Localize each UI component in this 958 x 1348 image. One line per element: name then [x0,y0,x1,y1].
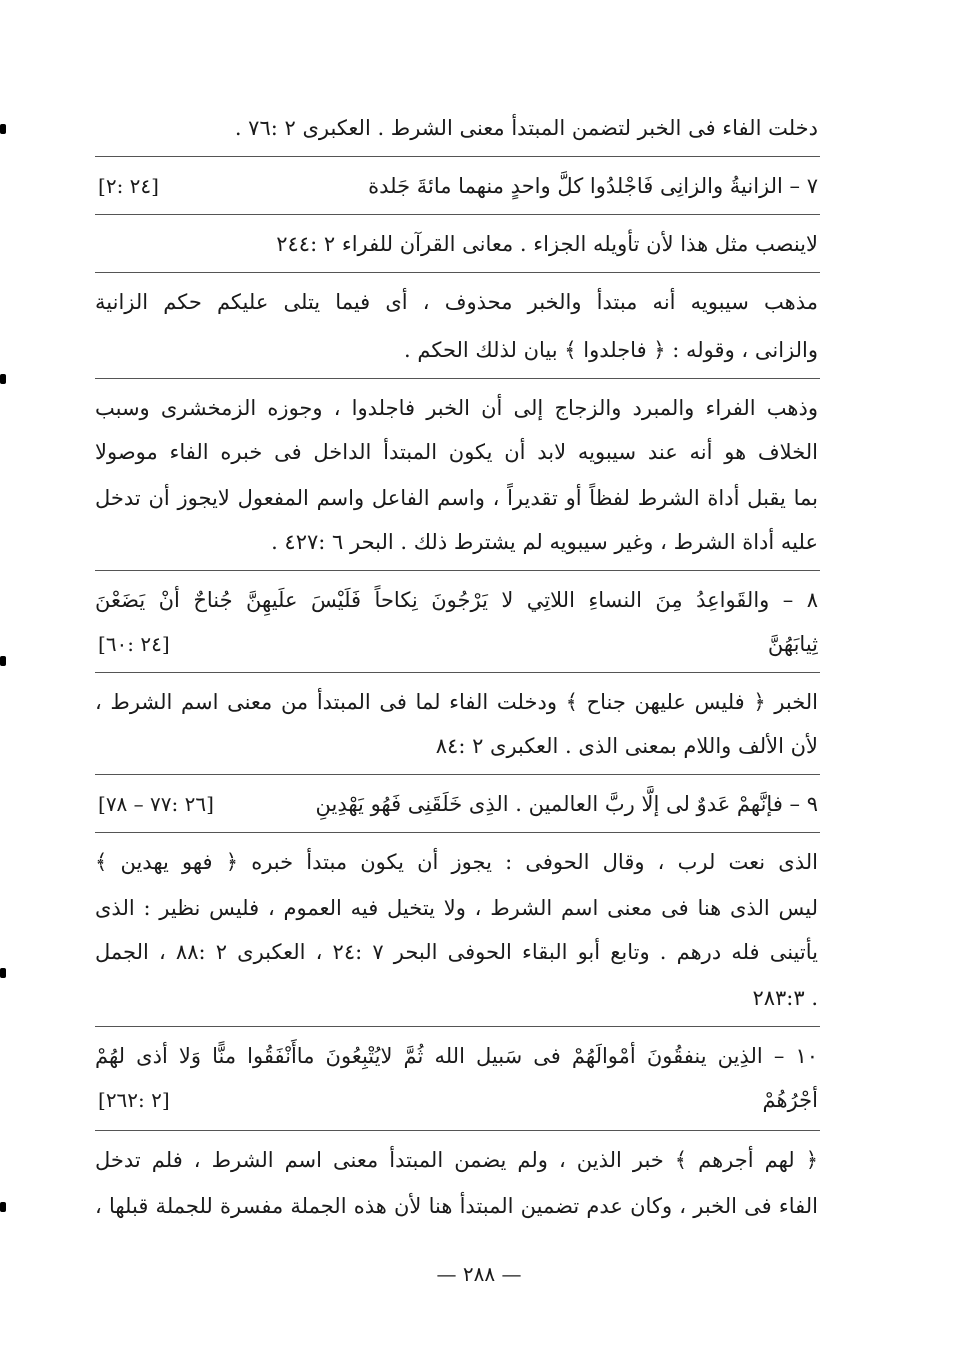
text-line: مذهب سيبويه أنه مبتدأ والخبر محذوف ، أى فيما يتلى عليكم حكم الزانية [95,290,818,314]
verse-line: أجْرُهُمْ [762,1088,818,1112]
edge-mark [0,1202,6,1212]
text-line: ﴿ لهم أجرهم ﴾ خبر الذين ، ولم يضمن المبتدأ معنى اسم الشرط ، فلم تدخل [95,1148,818,1172]
verse-line: ٨ – والقَواعِدُ مِنَ النساءِ اللاتِي لا يَرْجُونَ نِكاحاً فَلَيْسَ علَيهِنَّ جُناحٌ أنْ يَضَعْنَ [95,588,818,612]
verse-reference: [٢٤ :٢] [98,174,159,198]
verse-line: ٩ – فإنَّهمْ عَدوٌ لى إلَّا ربَّ العالمين . الذِى خَلَقَنِى فَهُو يَهْدِينِ [315,792,818,816]
text-line: الفاء فى الخبر ، وكان عدم تضمين المبتدأ هنا لأن هذه الجملة مفسرة للجملة قبلها ، [95,1194,818,1218]
divider [95,156,820,157]
text-line: الخلاف هو أنه عند سيبويه لابد أن يكون المبتدأ الداخل فى خبره الفاء موصولا [95,440,818,464]
divider [95,832,820,833]
verse-reference: [٢٦ :٧٧ – ٧٨] [98,792,214,816]
verse-line: ثِيابَهُنَّ [767,632,818,656]
text-line: ليس الذى هنا فى معنى اسم الشرط ، ولا يتخيل فيه العموم ، فليس نظير : الذى [95,896,818,920]
text-line: عليه أداة الشرط ، وغير سيبويه لم يشترط ذلك . البحر ٦ :٤٢٧ . [271,530,818,554]
verse-reference: [٢٤ :٦٠] [98,632,170,656]
text-line: الخبر ﴿ فليس عليهن جناح ﴾ ودخلت الفاء لما فى المبتدأ من معنى اسم الشرط ، [95,690,818,714]
divider [95,774,820,775]
text-line: وذهب الفراء والمبرد والزجاج إلى أن الخبر فاجلدوا ، وجوزه الزمخشرى وسبب [95,396,818,420]
text-line: . ٢٨٣:٣ [752,986,818,1010]
divider [95,570,820,571]
verse-reference: [٢ :٢٦٢] [98,1088,170,1112]
verse-line: ١٠ – الذِين ينفقُونَ أمْوالَهُمْ فى سَبيل الله ثُمَّ لايُتْبِعُونَ ماأَنْفَقُوا منًّا وَلا أذى لهُمْ [95,1044,818,1068]
text-line: بما يقبل أداة الشرط لفظاً أو تقديراً ، واسم الفاعل واسم المفعول لايجوز أن تدخل [95,486,818,510]
text-line: يأتينى فله درهم . وتابع أبو البقاء الحوفى البحر ٧ :٢٤ ، العكبرى ٢ :٨٨ ، الجمل [95,940,818,964]
page-number: — ٢٨٨ — [436,1262,522,1286]
verse-line: ٧ – الزانيةُ والزانِى فَاجْلدُوا كلَّ واحدٍ منهما مائةَ جَلدة [368,174,818,198]
divider [95,1130,820,1131]
divider [95,672,820,673]
edge-mark [0,656,6,666]
divider [95,378,820,379]
edge-mark [0,374,6,384]
divider [95,272,820,273]
text-line: لاينصب مثل هذا لأن تأويله الجزاء . معانى القرآن للفراء ٢ :٢٤٤ [276,232,818,256]
text-line: الذى نعت لرب ، وقال الحوفى : يجوز أن يكون مبتدأ خبره ﴿ فهو يهدين ﴾ [95,850,818,874]
text-line: لأن الألف واللام بمعنى الذى . العكبرى ٢ :٨٤ [435,734,818,758]
text-line: والزانى ، وقوله : ﴿ فاجلدوا ﴾ بيان لذلك الحكم . [404,338,818,362]
edge-mark [0,968,6,978]
edge-mark [0,124,6,134]
divider [95,214,820,215]
text-line: دخلت الفاء فى الخبر لتضمن المبتدأ معنى الشرط . العكبرى ٢ :٧٦ . [234,116,818,140]
divider [95,1026,820,1027]
